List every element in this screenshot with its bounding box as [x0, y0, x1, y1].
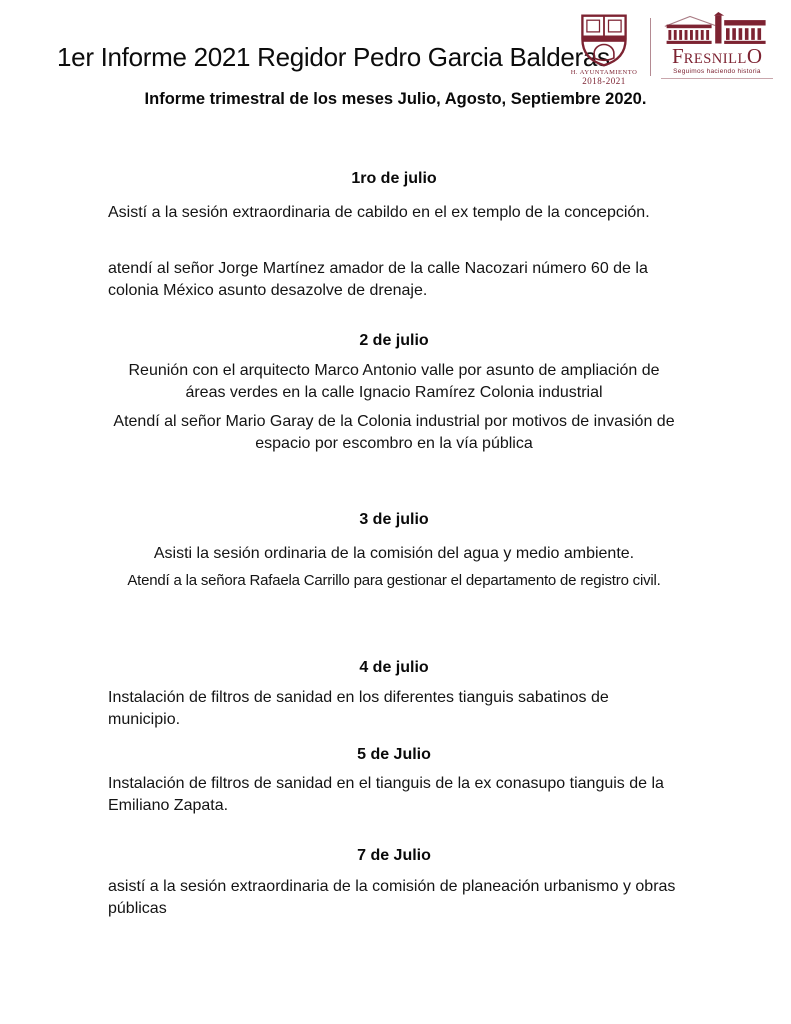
section-paragraph: Instalación de filtros de sanidad en los diferentes tianguis sabatinos de municipio. [108, 689, 609, 728]
section-heading: 7 de Julio [357, 847, 431, 864]
section-heading: 1ro de julio [351, 170, 437, 187]
section-paragraph: Atendí al señor Mario Garay de la Colonia industrial por motivos de invasión de espacio por escombro en la vía pública [113, 413, 675, 452]
ayuntamiento-crest [568, 12, 640, 86]
fresnillo-logo [661, 12, 773, 79]
section-paragraph: Instalación de filtros de sanidad en el tianguis de la ex conasupo tianguis de la Emiliano Zapata. [108, 775, 664, 814]
section-paragraph: Atendí a la señora Rafaela Carrillo para gestionar el departamento de registro civil. [127, 572, 661, 589]
header-logos [568, 12, 773, 86]
fresnillo-tagline: Seguimos haciendo historia [661, 68, 773, 79]
wordmark-resnill: RESNILL [683, 51, 747, 67]
fresnillo-building-icon [663, 12, 771, 48]
section-paragraph: Asisti la sesión ordinaria de la comisión del agua y medio ambiente. [153, 545, 635, 562]
page-title: 1er Informe 2021 Regidor Pedro Garcia Balderas [57, 42, 610, 72]
section-heading: 2 de julio [359, 332, 429, 349]
wordmark-f: F [672, 44, 684, 68]
section-heading: 3 de julio [359, 511, 429, 528]
report-subtitle: Informe trimestral de los meses Julio, Agosto, Septiembre 2020. [144, 90, 647, 108]
ayuntamiento-crest-icon [577, 12, 631, 68]
section-heading: 4 de julio [359, 659, 429, 676]
section-heading: 5 de Julio [357, 746, 431, 763]
logo-divider [650, 18, 651, 76]
section-paragraph: Reunión con el arquitecto Marco Antonio valle por asunto de ampliación de áreas verdes en la calle Ignacio Ramírez Colonia industrial [128, 362, 660, 401]
crest-years: 2018-2021 [582, 76, 626, 86]
section-paragraph: asistí a la sesión extraordinaria de la comisión de planeación urbanismo y obras públicas [108, 878, 676, 917]
crest-caption: H. AYUNTAMIENTO [570, 69, 638, 76]
section-paragraph: atendí al señor Jorge Martínez amador de la calle Nacozari número 60 de la colonia México asunto desazolve de drenaje. [108, 260, 648, 299]
wordmark-o: O [746, 44, 762, 68]
section-paragraph: Asistí a la sesión extraordinaria de cabildo en el ex templo de la concepción. [108, 204, 650, 221]
fresnillo-wordmark [661, 46, 773, 67]
